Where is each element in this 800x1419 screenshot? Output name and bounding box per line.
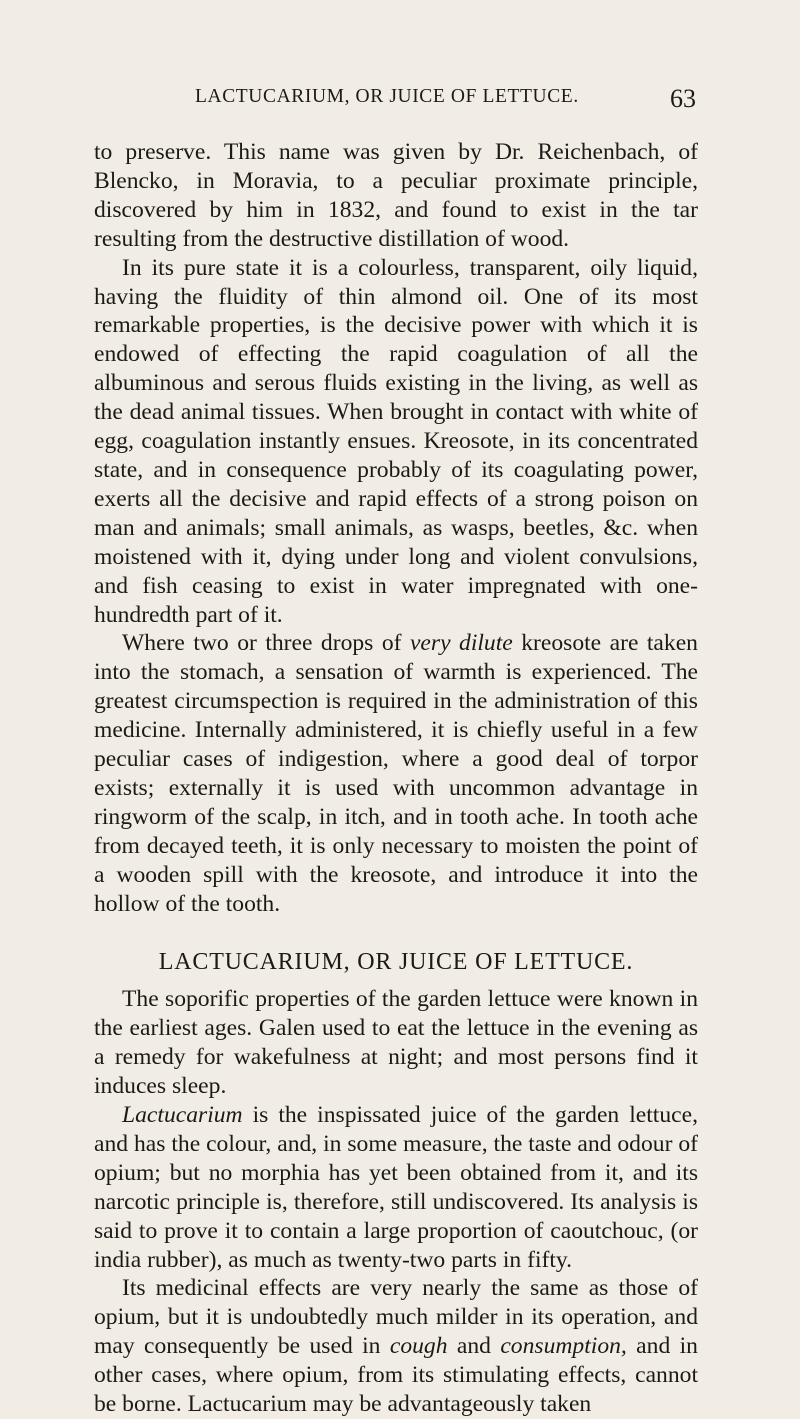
paragraph-lactucarium-definition: [94, 1101, 698, 1274]
paragraph-lactucarium-effects: [94, 1274, 698, 1419]
text-run: kreosote are taken into the stomach, a sensation of warmth is experienced. The greatest circumspection is required in the administration of this medicine. Internally administered, it is chiefly useful in a few peculiar cases of indigestion, where a good deal of torpor exists; externally it is used with uncommon advantage in ringworm of the scalp, in itch, and in tooth ache. In tooth ache from decayed teeth, it is only necessary to moisten the point of a wooden spill with the kreosote, and introduce it into the hollow of the tooth.: [94, 630, 698, 917]
paragraph-kreosote-properties: In its pure state it is a colourless, transparent, oily liquid, having the fluidity of thin almond oil. One of its most remarkable properties, is the decisive power with which it is endowed of effecting the rapid coagulation of all the albuminous and serous fluids existing in the living, as well as the dead animal tissues. When brought in contact with white of egg, coagulation instantly ensues. Kreosote, in its concentrated state, and in consequence probably of its coagulating power, exerts all the decisive and rapid effects of a strong poison on man and animals; small animals, as wasps, beetles, &c. when moistened with it, dying under long and violent convulsions, and fish ceasing to exist in water impregnated with one-hundredth part of it.: [94, 254, 698, 628]
emphasis-consumption: consumption,: [500, 1333, 627, 1360]
text-run: is the inspissated juice of the garden lettuce, and has the colour, and, in some measure, the taste and odour of opium; but no morphia has yet been obtained from it, and its narcotic principle is, therefore, still undiscovered. Its analysis is said to prove it to contain a large proportion of caoutchouc, (or india rubber), as much as twenty-two parts in fifty.: [94, 1102, 698, 1273]
emphasis-lactucarium: Lactucarium: [122, 1102, 243, 1128]
paragraph-continuation: to preserve. This name was given by Dr. Reichenbach, of Blencko, in Moravia, to a peculiar proximate principle, discovered by him in 1832, and found to exist in the tar resulting from the destructive distillation of wood.: [94, 139, 698, 252]
text-run: Where two or three drops of: [122, 630, 410, 657]
emphasis-very-dilute: very dilute: [409, 630, 513, 657]
paragraph-kreosote-use: [94, 629, 698, 918]
emphasis-cough: cough: [389, 1333, 448, 1360]
section-heading: LACTUCARIUM, OR JUICE OF LETTUCE.: [158, 949, 634, 976]
text-run: Its medicinal effects are very nearly the same as those of opium, but it is undoubtedly much milder in its operation, and may consequently be used in: [94, 1275, 698, 1360]
running-head-title: LACTUCARIUM, OR JUICE OF LETTUCE.: [195, 86, 579, 107]
body-text: [94, 138, 698, 1419]
text-run: and: [447, 1333, 501, 1360]
paragraph-lettuce-soporific: The soporific properties of the garden lettuce were known in the earliest ages. Galen used to eat the lettuce in the evening as a remedy for wakefulness at night; and most persons find it induces sleep.: [94, 986, 698, 1100]
running-head: [0, 86, 800, 114]
page-number: 63: [670, 84, 696, 113]
text-run: and in other cases, where opium, from its stimulating effects, cannot be borne. Lactucarium may be advantageously taken: [94, 1333, 698, 1418]
